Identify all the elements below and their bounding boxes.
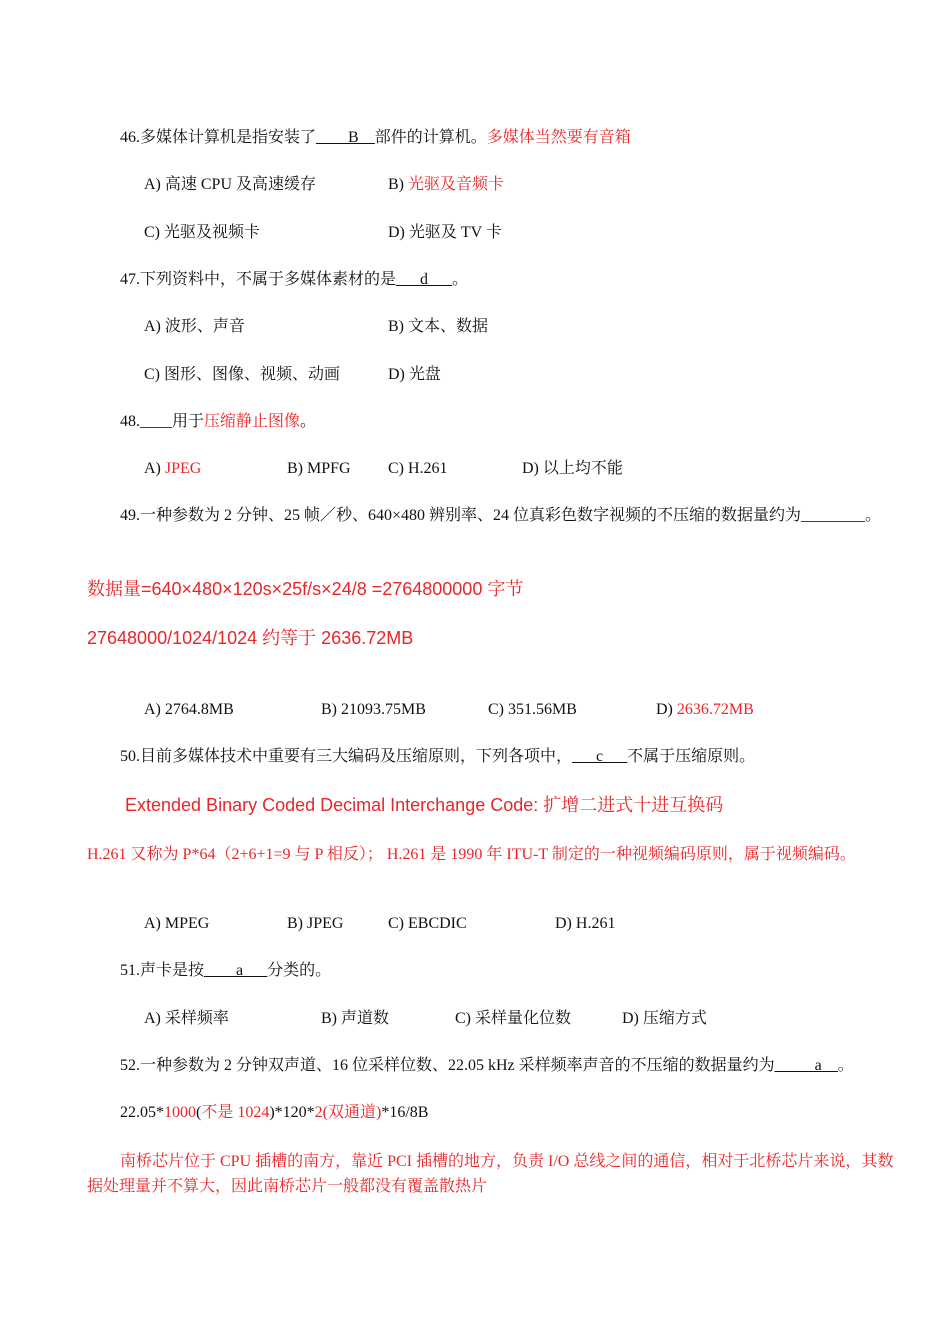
q52-calc-part: 22.05* bbox=[120, 1104, 164, 1121]
q48-option-b: B) MPFG bbox=[287, 460, 351, 477]
q49-option-d-text: 2636.72MB bbox=[676, 701, 754, 718]
q48-stem bbox=[120, 411, 316, 433]
q51-option-d: D) 压缩方式 bbox=[622, 1010, 707, 1027]
q49-calc-line-1: 数据量=640×480×120s×25f/s×24/8 =2764800000 字节 bbox=[87, 579, 524, 599]
q48-option-a bbox=[144, 458, 201, 480]
q47-stem-text: 47.下列资料中，不属于多媒体素材的是 bbox=[120, 271, 397, 288]
q50-stem-text: 50.目前多媒体技术中重要有三大编码及压缩原则，下列各项中， bbox=[120, 748, 573, 765]
q49-option-d bbox=[656, 699, 754, 721]
q46-option-b-text: 光驱及音频卡 bbox=[408, 176, 505, 193]
q50-note-ebcdic: Extended Binary Coded Decimal Interchange Code: 扩增二进式十进互换码 bbox=[125, 795, 724, 815]
q48-stem-text: 48.____用于 bbox=[120, 413, 205, 430]
q48-option-a-label: A) bbox=[144, 460, 165, 477]
q49-option-c: C) 351.56MB bbox=[488, 701, 577, 718]
q52-calc-part-red: 不是 1024 bbox=[201, 1104, 270, 1121]
q47-stem bbox=[120, 269, 468, 291]
q52-calc-part: *16/8B bbox=[381, 1104, 429, 1121]
q48-option-a-text: JPEG bbox=[164, 460, 202, 477]
q49-stem: 49.一种参数为 2 分钟、25 帧／秒、640×480 辨别率、24 位真彩色数字视频的不压缩的数据量约为________。 bbox=[120, 507, 882, 524]
q46-option-b-label: B) bbox=[388, 176, 408, 193]
q46-note: 多媒体当然要有音箱 bbox=[486, 129, 631, 146]
q51-stem-text: 51.声卡是按 bbox=[120, 962, 205, 979]
q52-stem bbox=[120, 1055, 854, 1077]
q50-note-h261: H.261 又称为 P*64（2+6+1=9 与 P 相反）； H.261 是 1990 年 ITU-T 制定的一种视频编码原则，属于视频编码。 bbox=[87, 846, 856, 863]
q50-option-a: A) MPEG bbox=[144, 915, 210, 932]
q51-option-b: B) 声道数 bbox=[321, 1010, 390, 1027]
q51-stem bbox=[120, 960, 331, 982]
q49-option-a: A) 2764.8MB bbox=[144, 701, 234, 718]
q50-stem-end: 不属于压缩原则。 bbox=[627, 748, 756, 765]
q51-option-c: C) 采样量化位数 bbox=[455, 1010, 572, 1027]
q47-option-b: B) 文本、数据 bbox=[388, 318, 489, 335]
q48-option-c: C) H.261 bbox=[388, 460, 448, 477]
q47-answer-blank: ___d___ bbox=[396, 271, 453, 288]
q46-option-a: A) 高速 CPU 及高速缓存 bbox=[144, 176, 317, 193]
q50-answer-blank: ___c___ bbox=[572, 748, 628, 765]
q52-answer-blank: _____a__ bbox=[774, 1057, 838, 1074]
q51-stem-end: 分类的。 bbox=[267, 962, 332, 979]
q46-stem-text: 46.多媒体计算机是指安装了 bbox=[120, 129, 317, 146]
q51-option-a: A) 采样频率 bbox=[144, 1010, 229, 1027]
q49-option-d-label: D) bbox=[656, 701, 677, 718]
q49-option-b: B) 21093.75MB bbox=[321, 701, 426, 718]
q46-stem-end: 部件的计算机。 bbox=[374, 129, 487, 146]
q50-option-d: D) H.261 bbox=[555, 915, 616, 932]
q46-answer-blank: ____B__ bbox=[316, 129, 375, 146]
q46-option-c: C) 光驱及视频卡 bbox=[144, 224, 261, 241]
q46-option-d: D) 光驱及 TV 卡 bbox=[388, 224, 502, 241]
q52-stem-end: 。 bbox=[837, 1057, 854, 1074]
q48-stem-end: 。 bbox=[300, 413, 317, 430]
q52-calc-part: )*120* bbox=[269, 1104, 315, 1121]
q47-stem-end: 。 bbox=[452, 271, 469, 288]
q48-option-d: D) 以上均不能 bbox=[522, 460, 623, 477]
q52-calc-part-red: 2(双通道) bbox=[314, 1104, 382, 1121]
q52-calc bbox=[120, 1102, 428, 1124]
q47-option-a: A) 波形、声音 bbox=[144, 318, 245, 335]
q52-stem-text: 52.一种参数为 2 分钟双声道、16 位采样位数、22.05 kHz 采样频率声音的不压缩的数据量约为 bbox=[120, 1057, 775, 1074]
q50-stem bbox=[120, 746, 755, 768]
q47-option-c: C) 图形、图像、视频、动画 bbox=[144, 366, 341, 383]
q52-calc-part: ( bbox=[196, 1104, 202, 1121]
q50-option-b: B) JPEG bbox=[287, 915, 344, 932]
q52-note-southbridge: 南桥芯片位于 CPU 插槽的南方，靠近 PCI 插槽的地方，负责 I/O 总线之间的通信，相对于北桥芯片来说，其数据处理量并不算大，因此南桥芯片一般都没有覆盖散热片 bbox=[87, 1153, 894, 1195]
q50-option-c: C) EBCDIC bbox=[388, 915, 467, 932]
q46-option-b bbox=[388, 174, 504, 196]
q52-calc-part-red: 1000 bbox=[164, 1104, 196, 1121]
q48-stem-highlight: 压缩静止图像 bbox=[204, 413, 301, 430]
q46-stem bbox=[120, 127, 631, 149]
q47-option-d: D) 光盘 bbox=[388, 366, 441, 383]
q49-calc-line-2: 27648000/1024/1024 约等于 2636.72MB bbox=[87, 628, 414, 648]
q51-answer-blank: ____a___ bbox=[204, 962, 268, 979]
